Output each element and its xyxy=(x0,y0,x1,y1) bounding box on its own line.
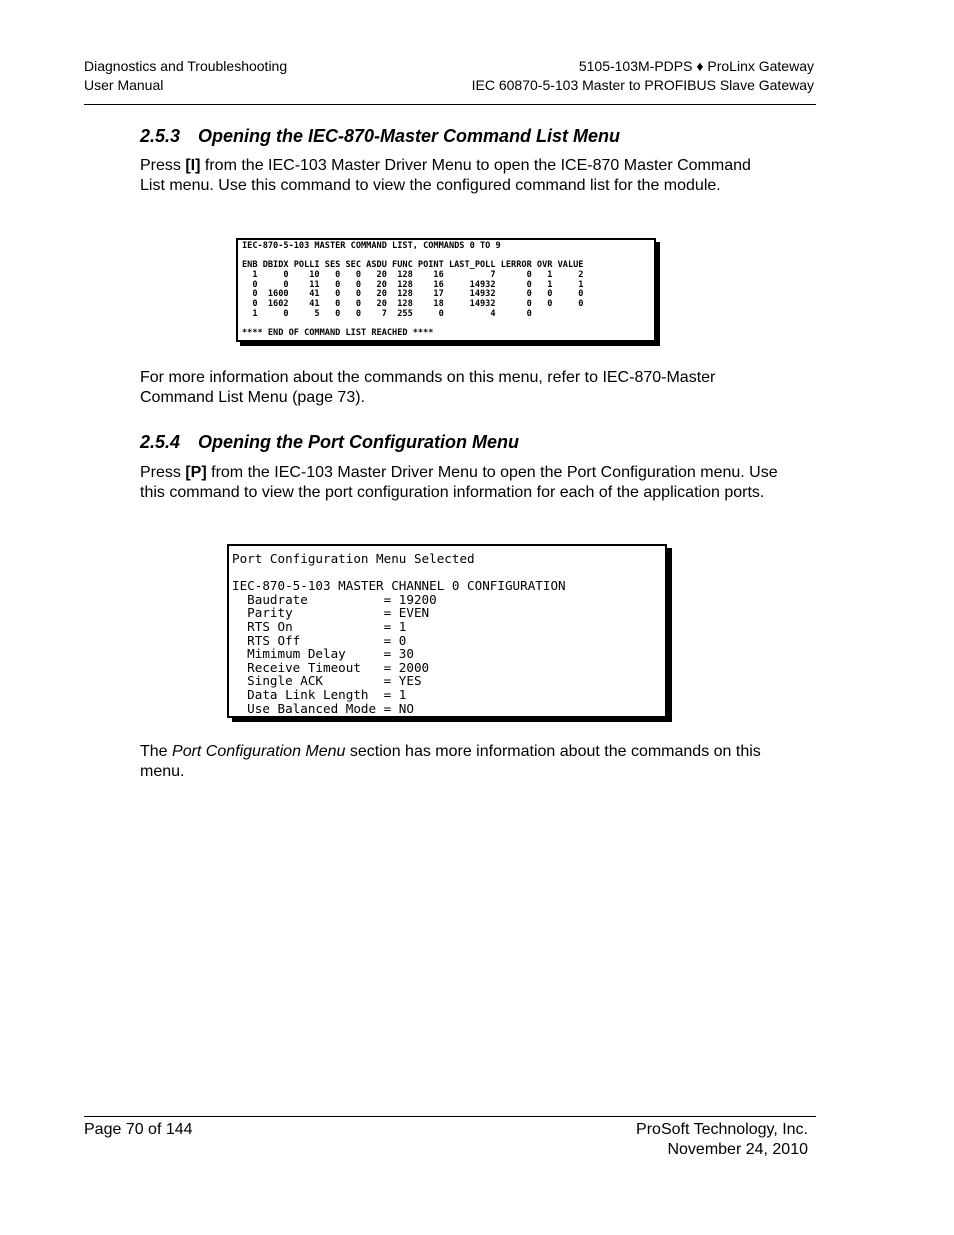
terminal-line: Use Balanced Mode = NO xyxy=(232,700,414,716)
intro-text: Press xyxy=(140,464,186,481)
page-number: Page 70 of 144 xyxy=(84,1121,193,1138)
section-number: 2.5.4 xyxy=(140,432,181,452)
section-title: Opening the Port Configuration Menu xyxy=(198,432,519,452)
header-product-desc: IEC 60870-5-103 Master to PROFIBUS Slave Gateway xyxy=(471,77,814,93)
footer-date: November 24, 2010 xyxy=(667,1141,808,1158)
terminal-line: Single ACK = YES xyxy=(232,673,422,689)
terminal-line: **** END OF COMMAND LIST REACHED **** xyxy=(242,328,434,339)
port-config-outro xyxy=(140,742,780,782)
header-rule xyxy=(84,104,816,105)
section-number: 2.5.3 xyxy=(140,126,181,146)
terminal-line: 1 0 5 0 0 7 255 0 4 0 xyxy=(242,308,532,319)
header-product: 5105-103M-PDPS ♦ ProLinx Gateway xyxy=(578,58,814,74)
terminal-line: 1 0 10 0 0 20 128 16 7 0 1 2 xyxy=(242,270,584,281)
terminal-line: Data Link Length = 1 xyxy=(232,686,407,702)
terminal-line: Port Configuration Menu Selected xyxy=(232,551,475,566)
section-heading-command-list xyxy=(140,125,620,147)
terminal-line: 0 0 11 0 0 20 128 16 14932 0 1 1 xyxy=(242,279,584,290)
terminal-line: Receive Timeout = 2000 xyxy=(232,659,430,675)
page-header-right xyxy=(472,57,814,95)
terminal-line: RTS Off = 0 xyxy=(232,632,407,648)
terminal-line: 0 1600 41 0 0 20 128 17 14932 0 0 0 xyxy=(242,289,584,300)
key-hint: [I] xyxy=(185,157,201,174)
intro-text-cont: from the IEC-103 Master Driver Menu to open the ICE-870 Master Command List menu. Use this command to view the configured command list for the module. xyxy=(140,157,751,194)
intro-text-cont: from the IEC-103 Master Driver Menu to open the Port Configuration menu. Use this command to view the port configuration information for each of the application ports. xyxy=(140,464,778,501)
port-config-intro xyxy=(140,463,780,503)
key-hint: [P] xyxy=(185,464,207,481)
section-title: Opening the IEC-870-Master Command List Menu xyxy=(198,126,621,146)
intro-text: Press xyxy=(140,157,186,174)
footer-company: ProSoft Technology, Inc. xyxy=(636,1121,808,1138)
terminal-line: Baudrate = 19200 xyxy=(232,591,437,607)
page-header-left xyxy=(84,57,287,95)
outro-reference: Port Configuration Menu xyxy=(172,743,346,760)
terminal-line: Mimimum Delay = 30 xyxy=(232,646,414,662)
outro-text-cont: section has more information about the commands on this menu. xyxy=(140,743,761,780)
footer-rule xyxy=(84,1116,816,1117)
page-footer-right xyxy=(636,1120,808,1160)
terminal-line: IEC-870-5-103 MASTER CHANNEL 0 CONFIGURATION xyxy=(232,578,566,594)
terminal-line: 0 1602 41 0 0 20 128 18 14932 0 0 0 xyxy=(242,299,584,310)
command-list-terminal-screenshot xyxy=(236,238,656,342)
terminal-line: RTS On = 1 xyxy=(232,618,407,634)
command-list-outro: For more information about the commands on this menu, refer to IEC-870-Master Command List Menu (page 73). xyxy=(140,369,716,406)
port-config-terminal-screenshot xyxy=(227,544,667,718)
terminal-line: ENB DBIDX POLLI SES SEC ASDU FUNC POINT LAST_POLL LERROR OVR VALUE xyxy=(242,260,584,271)
terminal-line xyxy=(232,566,662,580)
command-list-intro xyxy=(140,156,780,196)
terminal-line: Parity = EVEN xyxy=(232,605,430,621)
outro-text: The xyxy=(140,743,173,760)
header-doc-type: User Manual xyxy=(84,77,164,93)
section-heading-port-config xyxy=(140,431,519,453)
terminal-line: IEC-870-5-103 MASTER COMMAND LIST, COMMANDS 0 TO 9 xyxy=(242,241,501,251)
header-doc-section: Diagnostics and Troubleshooting xyxy=(84,58,288,74)
